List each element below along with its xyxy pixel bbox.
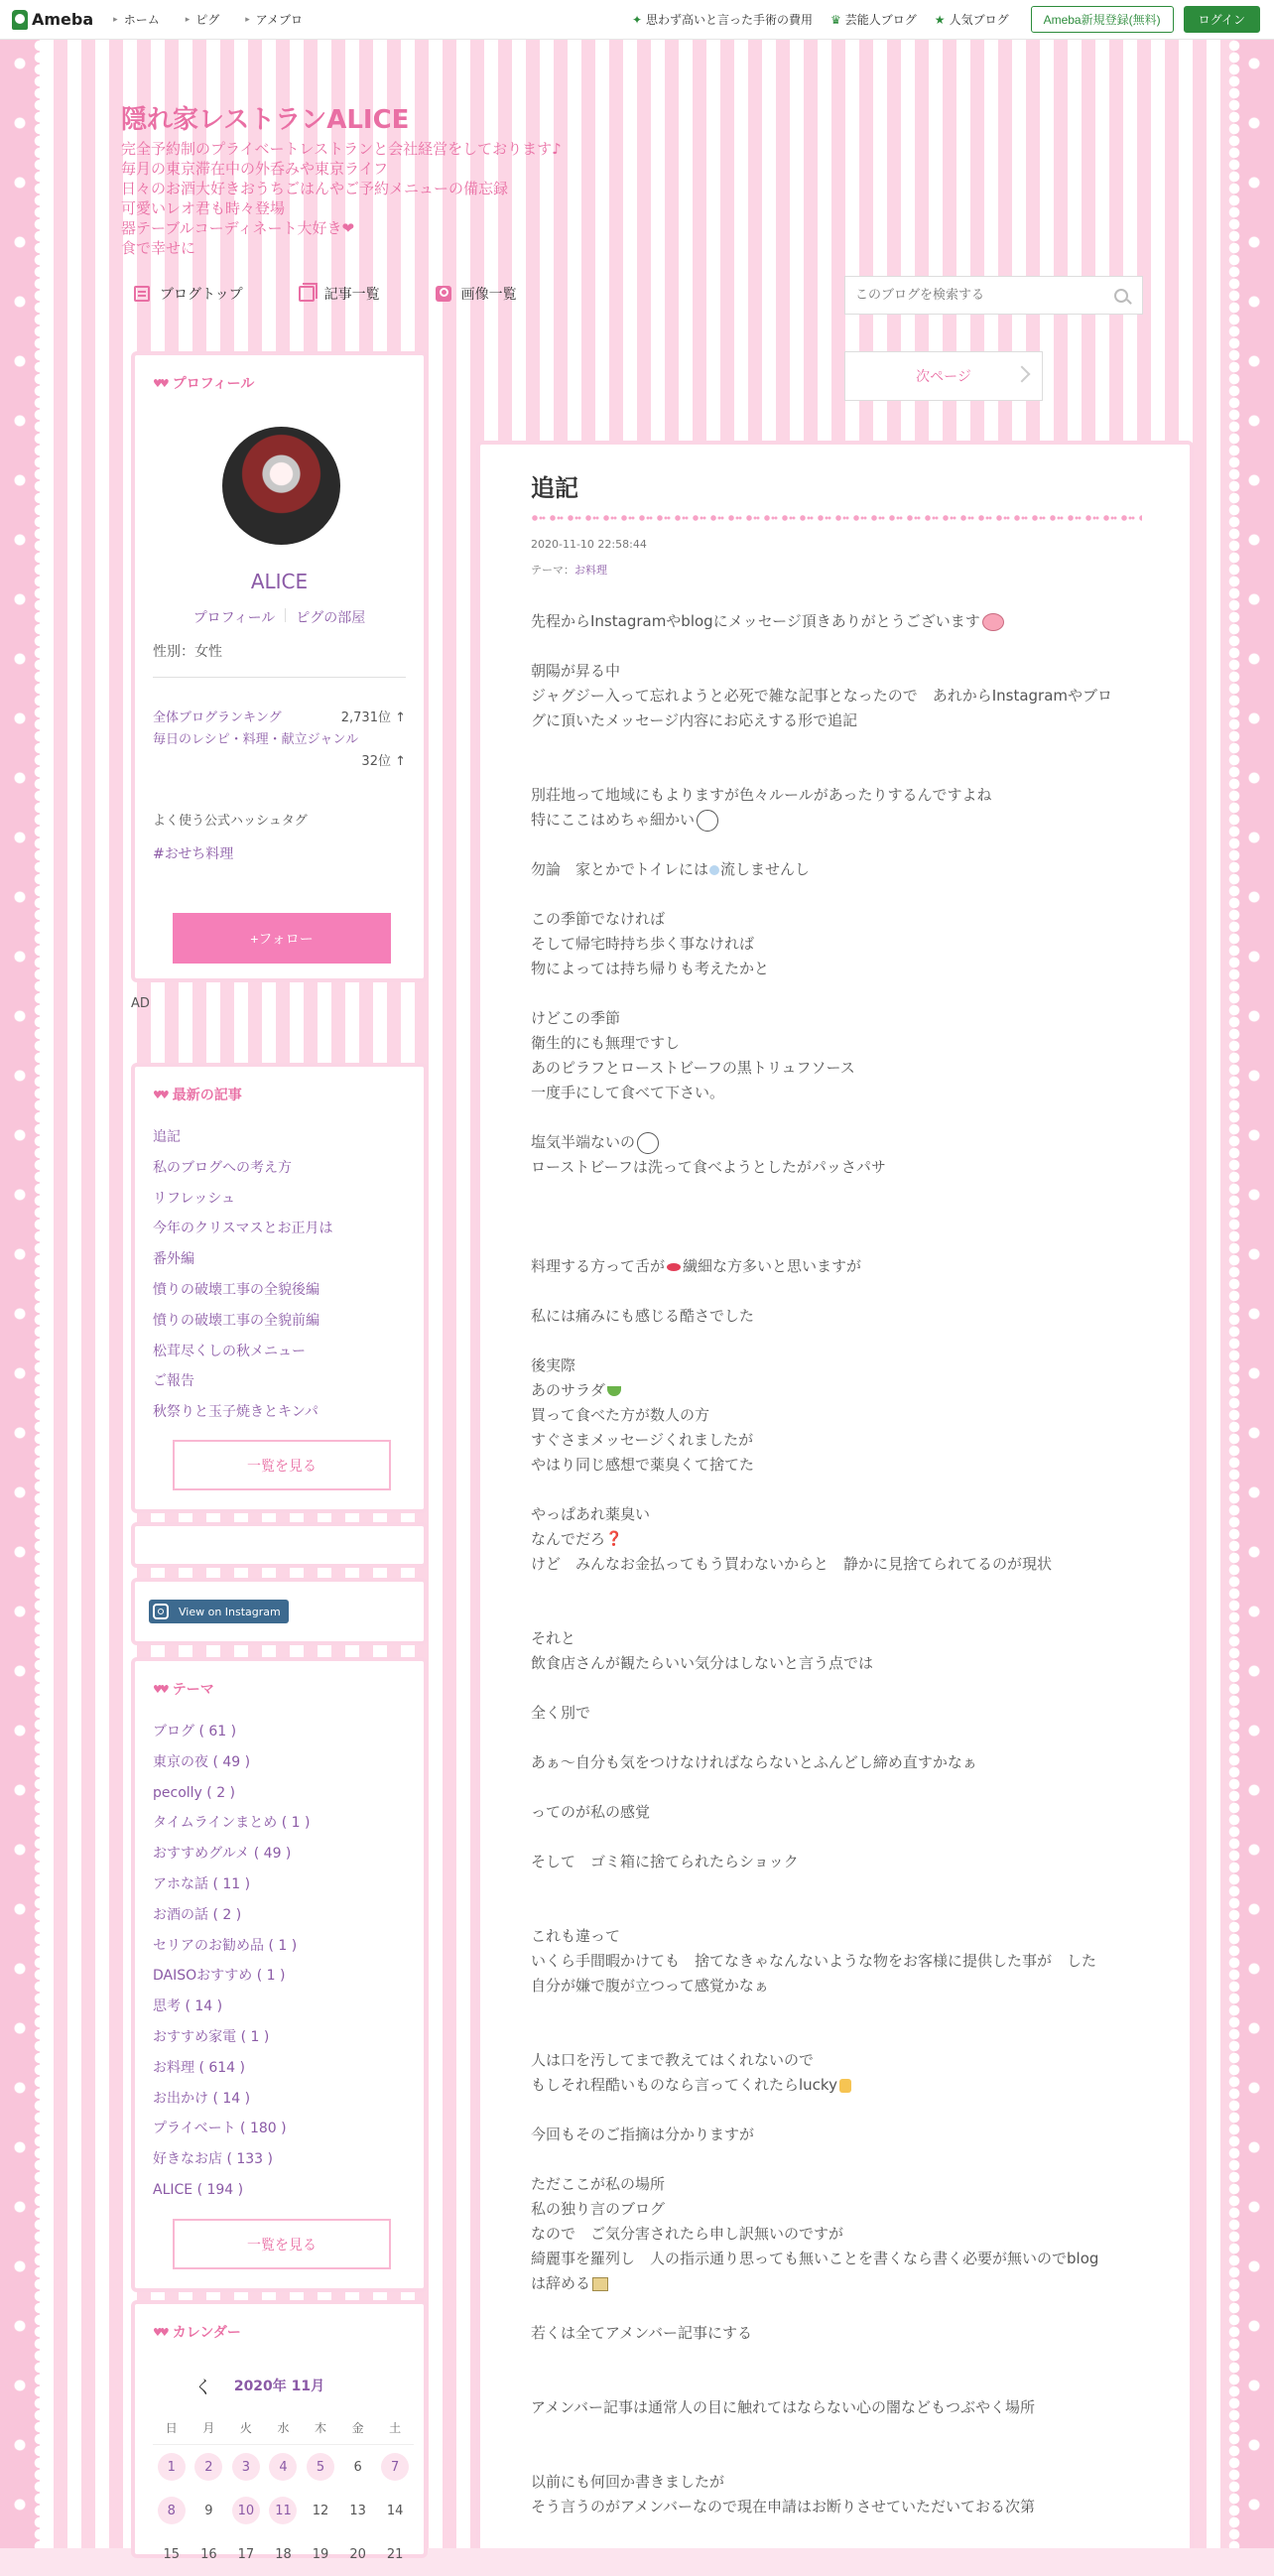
entry-line (531, 1403, 1156, 1428)
calendar-cell (153, 2497, 191, 2524)
entry-line (531, 609, 1156, 634)
calendar-cell (191, 2540, 228, 2568)
entry-line (531, 1974, 1156, 1998)
entry-line (531, 1378, 1156, 1403)
recent-entry-link[interactable]: 憤りの破壊工事の全貌前編 (153, 1312, 319, 1329)
recent-entries-list (153, 1128, 332, 1434)
theme-link[interactable]: お料理 ( 614 ) (153, 2059, 245, 2076)
weekday-label: 木 (315, 2421, 327, 2435)
chevron-right-icon (1014, 366, 1031, 383)
entry-line (531, 2098, 1156, 2123)
entry-line-text: グに頂いたメッセージ内容にお応えする形で追記 (531, 711, 858, 729)
next-page-button[interactable]: 次ページ (844, 351, 1043, 401)
entry-line-text: それと (531, 1629, 576, 1647)
ameba-header-links (614, 6, 1274, 33)
entry-line-text: なので ご気分害されたら申し訳無いのですが (531, 2225, 844, 2243)
entry-line-text: 今回もそのご指摘は分かりますが (531, 2125, 755, 2143)
ghost-face-icon (637, 1132, 659, 1154)
entry-line (531, 2296, 1156, 2321)
crown-icon: ♛ (830, 12, 841, 27)
ad-label: AD (131, 996, 150, 1011)
entry-line (531, 1081, 1156, 1105)
entry-line (531, 708, 1156, 733)
calendar-month: 2020年 11月 (233, 2379, 325, 2394)
calendar-cell (302, 2453, 339, 2481)
entry-line-text: 勿論 家とかでトイレには (531, 860, 708, 878)
recent-entry-link[interactable]: ご報告 (153, 1373, 194, 1390)
ameba-header-bar (0, 0, 1274, 40)
entry-line-text: そして帰宅時持ち歩く事なければ (531, 935, 755, 953)
avatar[interactable] (222, 427, 340, 545)
entry-line (531, 857, 1156, 882)
recent-entry-link[interactable]: リフレッシュ (153, 1190, 236, 1207)
calendar-cell (265, 2497, 303, 2524)
calendar-cell (227, 2540, 265, 2568)
entry-line (531, 1850, 1156, 1874)
entry-line (531, 659, 1156, 684)
hearts-icon: ♥♥ (153, 1088, 167, 1101)
calendar-cell (265, 2540, 303, 2568)
calendar-day-link[interactable]: 1 (158, 2453, 186, 2481)
entry-line-text: 若くは全てアメンバー記事にする (531, 2324, 753, 2342)
calendar-cell (302, 2540, 339, 2568)
profile-box (131, 351, 428, 982)
sparkle-icon: ✦ (631, 12, 642, 27)
entry-line (531, 1006, 1156, 1031)
salad-icon (607, 1386, 621, 1396)
ameba-nav (113, 11, 328, 28)
hashtag-link[interactable]: #おせち料理 (153, 846, 234, 862)
entry-line-text: 特にここはめちゃ細かい (531, 811, 696, 829)
login-button[interactable]: ログイン (1184, 6, 1260, 33)
calendar-day: 20 (349, 2546, 366, 2562)
recent-entry-link[interactable]: 憤りの破壊工事の全貌後編 (153, 1281, 319, 1298)
entry-line (531, 758, 1156, 783)
recent-entries-more-button[interactable]: 一覧を見る (173, 1440, 391, 1490)
entry-line (531, 1453, 1156, 1478)
calendar-day-link[interactable]: 11 (269, 2497, 297, 2524)
profile-links (135, 607, 424, 627)
theme-link[interactable]: アホな話 ( 11 ) (153, 1875, 251, 1892)
calendar-grid (153, 2411, 414, 2576)
recent-entry-link[interactable]: 秋祭りと玉子焼きとキンパ (153, 1404, 318, 1421)
entry-line (531, 783, 1156, 808)
entry-line (531, 2023, 1156, 2048)
entry-line-text: は辞める (531, 2274, 591, 2292)
entry-line-text: けど みんなお金払ってもう買わないからと 静かに見捨てられてるのが現状 (531, 1555, 1053, 1573)
entry-line (531, 1031, 1156, 1056)
calendar-day: 16 (200, 2546, 217, 2562)
entry-line (531, 1874, 1156, 1899)
blog-global-nav (134, 284, 573, 304)
entry-line (531, 2271, 1156, 2296)
weekday-label: 火 (239, 2421, 252, 2435)
entry-line-text: 私には痛みにも感じる酷さでした (531, 1307, 755, 1325)
entry-line (531, 957, 1156, 981)
entry-line (531, 882, 1156, 907)
image-list-link[interactable]: 画像一覧 (436, 284, 517, 304)
entry-line (531, 907, 1156, 932)
calendar-cell (153, 2540, 191, 2568)
lace-border-right (1228, 40, 1240, 2548)
entry-line-text: ジャグジー入って忘れようと必死で雑な記事となったので あれからInstagramやブロ (531, 687, 1113, 705)
entry-line-text: 買って食べた方が数人の方 (531, 1406, 710, 1424)
calendar-title: ♥♥ カレンダー (153, 2325, 241, 2341)
calendar-day: 21 (386, 2546, 404, 2562)
calendar-cell (191, 2453, 228, 2481)
instagram-icon (153, 1604, 169, 1619)
blog-description: 完全予約制のプライベートレストランと会社経営をしております♪ 毎月の東京滞在中の外呑みや東京ライフ 日々のお酒大好きおうちごはんやご予約メニューの備忘録 可愛いレオ君も時々登場 器テーブルコーディネート大好き❤ 食で幸せに (121, 140, 562, 257)
themes-more-button[interactable]: 一覧を見る (173, 2219, 391, 2269)
entry-line (531, 1651, 1156, 1676)
chevron-right-icon: ▸ (245, 14, 250, 25)
nav-home-link[interactable]: ▸ ホーム (113, 13, 160, 27)
entry-line-text: この季節でなければ (531, 910, 666, 928)
entry-line-text: 以前にも何回か書きましたが (531, 2473, 725, 2491)
entry-line-text: 衛生的にも無理ですし (531, 1034, 681, 1052)
hearts-divider (531, 512, 1142, 524)
entry-line (531, 1155, 1156, 1180)
profile-name[interactable]: ALICE (250, 570, 309, 593)
theme-link[interactable]: 東京の夜 ( 49 ) (153, 1753, 251, 1770)
entry-line-text: もしそれ程酷いものなら言ってくれたらlucky (531, 2076, 837, 2094)
entry-line (531, 1577, 1156, 1602)
calendar-day-link[interactable]: 2 (194, 2453, 222, 2481)
theme-link[interactable]: おすすめグルメ ( 49 ) (153, 1846, 292, 1863)
calendar-week (153, 2532, 414, 2576)
entry-line-text: やっぱあれ薬臭い (531, 1505, 651, 1523)
theme-link[interactable]: タイムラインまとめ ( 1 ) (153, 1815, 311, 1832)
weekday-label: 金 (351, 2421, 364, 2435)
calendar-day: 12 (312, 2503, 329, 2518)
entry-line (531, 1478, 1156, 1502)
entry-line (531, 2197, 1156, 2222)
calendar-day: 6 (353, 2459, 362, 2475)
entry-line (531, 2073, 1156, 2098)
profile-gender: 性別：女性 (153, 644, 222, 660)
entry-line (531, 1180, 1156, 1205)
chevron-right-icon: ▸ (185, 14, 191, 25)
entry-line (531, 981, 1156, 1006)
entry-line-text: 別荘地って地域にもよりますが色々ルールがあったりするんですよね (531, 786, 992, 804)
entry-line (531, 2247, 1156, 2271)
entry-line (531, 1552, 1156, 1577)
theme-link[interactable]: おすすめ家電 ( 1 ) (153, 2028, 270, 2045)
calendar-cell (376, 2540, 414, 2568)
weekday-label: 土 (389, 2421, 402, 2435)
instagram-box (131, 1578, 428, 1645)
entry-line (531, 1205, 1156, 1229)
entry-line (531, 2123, 1156, 2147)
entry-line (531, 1750, 1156, 1775)
lips-icon (667, 1263, 681, 1271)
star-icon: ★ (934, 12, 946, 27)
theme-link[interactable]: お酒の話 ( 2 ) (153, 1906, 242, 1923)
entry-line-text: アメンバー記事は通常人の目に触れてはならない心の闇などもつぶやく場所 (531, 2398, 1036, 2416)
theme-link[interactable]: お出かけ ( 14 ) (153, 2090, 251, 2107)
entry-article (476, 441, 1194, 2548)
entry-line (531, 2048, 1156, 2073)
calendar-day: 17 (237, 2546, 255, 2562)
theme-link[interactable]: 好きなお店 ( 133 ) (153, 2151, 273, 2168)
entry-line-text: 綺麗事を羅列し 人の指示通り思っても無いことを書くなら書く必要が無いのでblog (531, 2250, 1099, 2267)
entry-line (531, 733, 1156, 758)
entry-line (531, 2495, 1156, 2519)
calendar-day: 14 (386, 2503, 404, 2518)
overall-ranking-value: 2,731位 ↑ (340, 710, 406, 725)
calendar-cell (153, 2453, 191, 2481)
entry-line-text: あのサラダ (531, 1381, 605, 1399)
calendar-weeks (153, 2445, 414, 2576)
entry-line (531, 1949, 1156, 1974)
entry-line-text: 朝陽が昇る中 (531, 662, 621, 680)
calendar-cell (227, 2497, 265, 2524)
entry-line (531, 1800, 1156, 1825)
theme-link[interactable]: ALICE ( 194 ) (153, 2181, 244, 2198)
recent-entry-link[interactable]: 松茸尽くしの秋メニュー (153, 1343, 306, 1359)
theme-link[interactable]: pecolly ( 2 ) (153, 1784, 236, 1801)
entry-line-text: これも違って (531, 1927, 621, 1945)
memo-icon (592, 2277, 608, 2291)
divider (285, 608, 286, 622)
overall-ranking-link[interactable]: 全体ブログランキング (153, 710, 282, 725)
entry-line-text: やはり同じ感想で薬臭くて捨てた (531, 1456, 755, 1474)
entry-line-text: 後実際 (531, 1356, 576, 1374)
entry-theme-link[interactable]: お料理 (574, 564, 607, 577)
ameba-logo[interactable]: Ameba (12, 10, 93, 30)
entry-line (531, 1775, 1156, 1800)
calendar-cell (376, 2497, 414, 2524)
entry-line (531, 833, 1156, 857)
entry-line (531, 1899, 1156, 1924)
calendar-week (153, 2489, 414, 2532)
theme-link[interactable]: セリアのお勧め品 ( 1 ) (153, 1937, 298, 1954)
blog-search (844, 276, 1143, 315)
calendar-day-link[interactable]: 4 (269, 2453, 297, 2481)
entry-line (531, 2172, 1156, 2197)
entry-line (531, 684, 1156, 708)
theme-link[interactable]: プライベート ( 180 ) (153, 2121, 287, 2137)
entry-line-text: 先程からInstagramやblogにメッセージ頂きありがとうございます (531, 612, 980, 630)
pigg-room-link[interactable]: ピグの部屋 (296, 610, 366, 626)
entry-line-text: 繊細な方多いと思いますが (683, 1257, 862, 1275)
entry-line (531, 2147, 1156, 2172)
entry-line (531, 1056, 1156, 1081)
entry-line (531, 2445, 1156, 2470)
entry-line-text: 私の独り言のブログ (531, 2200, 666, 2218)
entry-line (531, 2222, 1156, 2247)
calendar-prev-button[interactable]: く (194, 2378, 212, 2398)
profile-box-title: ♥♥ プロフィール (153, 376, 255, 392)
recent-entry-link[interactable]: 今年のクリスマスとお正月は (153, 1221, 333, 1237)
calendar-day: 15 (163, 2546, 181, 2562)
celebrity-blog-link[interactable]: ♛ 芸能人ブログ (830, 12, 917, 27)
entry-line (531, 1353, 1156, 1378)
recent-entry-link[interactable]: 番外編 (153, 1251, 194, 1268)
entry-line (531, 1428, 1156, 1453)
entry-line (531, 1626, 1156, 1651)
overall-ranking (153, 707, 406, 725)
entry-line (531, 1676, 1156, 1701)
theme-link[interactable]: 思考 ( 14 ) (153, 1998, 223, 2015)
entry-line (531, 1726, 1156, 1750)
recent-entries-title: ♥♥ 最新の記事 (153, 1088, 242, 1103)
entry-line (531, 1304, 1156, 1329)
hearts-icon: ♥♥ (153, 2325, 167, 2339)
themes-box (131, 1657, 428, 2292)
hearts-icon: ♥♥ (153, 1682, 167, 1696)
entry-line (531, 1924, 1156, 1949)
calendar-day: 13 (349, 2503, 366, 2518)
entry-line (531, 1701, 1156, 1726)
search-icon[interactable] (1114, 289, 1128, 303)
calendar-day-link[interactable]: 7 (381, 2453, 409, 2481)
entry-line-text: 料理する方って舌が (531, 1257, 666, 1275)
entry-line-text: ただここが私の場所 (531, 2175, 666, 2193)
hearts-icon: ♥♥ (153, 376, 167, 390)
nav-ameblo-link[interactable]: ▸ アメブロ (245, 13, 304, 27)
calendar-day-link[interactable]: 3 (232, 2453, 260, 2481)
follow-button[interactable]: +フォロー (173, 913, 391, 964)
calendar-day: 9 (204, 2503, 213, 2518)
entry-line-text: そう言うのがアメンバーなので現在申請はお断りさせていただいておる次第 (531, 2498, 1036, 2515)
empty-widget (131, 1522, 428, 1568)
droplet-icon (709, 865, 719, 875)
calendar-cell (339, 2453, 377, 2481)
lace-border-left (34, 40, 46, 2548)
entry-line-text: 自分が嫌で腹が立つって感覚かなぁ (531, 1977, 769, 1995)
theme-link[interactable]: DAISOおすすめ ( 1 ) (153, 1968, 286, 1985)
entry-line (531, 2346, 1156, 2371)
weekday-label: 月 (202, 2421, 215, 2435)
entry-line-text: 全く別で (531, 1704, 591, 1722)
question-mark-icon: ❓ (605, 1531, 623, 1547)
blog-search-input[interactable] (855, 288, 1093, 303)
calendar-cell (191, 2497, 228, 2524)
entry-line-text: 一度手にして食べて下さい。 (531, 1084, 725, 1101)
calendar-day: 19 (312, 2546, 329, 2562)
calendar-cell (265, 2453, 303, 2481)
blog-title[interactable]: 隠れ家レストランALICE (121, 105, 410, 135)
background-hearts-right (1234, 40, 1274, 2548)
calendar-day-link[interactable]: 8 (158, 2497, 186, 2524)
document-icon (134, 286, 150, 302)
entry-line (531, 2470, 1156, 2495)
entry-line (531, 634, 1156, 659)
hashtag-heading: よく使う公式ハッシュタグ (153, 814, 308, 829)
copy-icon (299, 286, 315, 302)
recent-entry-link[interactable]: 私のブログへの考え方 (153, 1159, 292, 1176)
entry-line (531, 1527, 1156, 1552)
entry-line (531, 2420, 1156, 2445)
recent-entries-box (131, 1063, 428, 1513)
entry-line-text: 塩気半端ないの (531, 1133, 636, 1151)
entry-line-text: 流しませんし (719, 860, 810, 878)
genre-ranking-link[interactable]: 毎日のレシピ・料理・献立ジャンル (153, 732, 359, 747)
hand-icon (839, 2079, 851, 2093)
calendar-cell (227, 2453, 265, 2481)
trending-article-link[interactable]: ✦ 思わず高いと言った手術の費用 (631, 12, 814, 27)
entry-line-text: いくら手間暇かけても 捨てなきゃなんないような物をお客様に提供した事が した (531, 1952, 1097, 1970)
entry-line-text: あぁ〜自分も気をつけなければならないとふんどし締め直すかなぁ (531, 1753, 977, 1771)
view-on-instagram-button[interactable]: View on Instagram (149, 1600, 289, 1623)
entry-line (531, 2371, 1156, 2395)
blog-top-link[interactable]: ブログトップ (134, 284, 243, 304)
themes-list (153, 1723, 310, 2212)
entry-line (531, 1130, 1156, 1155)
entry-line (531, 1254, 1156, 1279)
entry-line (531, 1105, 1156, 1130)
entry-line (531, 1602, 1156, 1626)
calendar-day-link[interactable]: 10 (232, 2497, 260, 2524)
entry-list-link[interactable]: 記事一覧 (299, 284, 380, 304)
weekday-label: 水 (277, 2421, 290, 2435)
chevron-right-icon: ▸ (113, 14, 118, 25)
entry-line-text: そして ゴミ箱に捨てられたらショック (531, 1853, 799, 1870)
entry-line-text: ってのが私の感覚 (531, 1803, 651, 1821)
entry-line (531, 1502, 1156, 1527)
popular-blog-link[interactable]: ★ 人気ブログ (934, 12, 1009, 27)
profile-link[interactable]: プロフィール (192, 610, 276, 626)
entry-line-text: 物によっては持ち帰りも考えたかと (531, 960, 770, 977)
entry-theme: テーマ：お料理 (531, 564, 607, 577)
ghost-face-icon (697, 810, 718, 832)
entry-line (531, 808, 1156, 833)
pig-face-icon (982, 613, 1004, 631)
entry-line-text: 人は口を汚してまで教えてはくれないので (531, 2051, 815, 2069)
themes-title: ♥♥ テーマ (153, 1682, 214, 1698)
register-button[interactable]: Ameba新規登録(無料) (1031, 6, 1174, 33)
calendar-week (153, 2445, 414, 2489)
entry-line (531, 1229, 1156, 1254)
calendar-box (131, 2300, 428, 2562)
entry-line-text: すぐさまメッセージくれましたが (531, 1431, 754, 1449)
entry-line (531, 2321, 1156, 2346)
calendar-cell (376, 2453, 414, 2481)
entry-line-text: あのピラフとローストビーフの黒トリュフソース (531, 1059, 855, 1077)
entry-title[interactable]: 追記 (531, 474, 578, 502)
entry-line (531, 1998, 1156, 2023)
ameba-logo-icon (12, 10, 28, 30)
entry-line-text: 飲食店さんが観たらいい気分はしないと言う点では (531, 1654, 874, 1672)
entry-line-text: なんでだろ (531, 1530, 606, 1548)
calendar-day: 18 (275, 2546, 292, 2562)
theme-link[interactable]: ブログ ( 61 ) (153, 1724, 237, 1739)
genre-ranking-value: 32位 ↑ (361, 754, 406, 769)
entry-line (531, 932, 1156, 957)
calendar-day-link[interactable]: 5 (307, 2453, 334, 2481)
weekday-label: 日 (165, 2421, 178, 2435)
calendar-cell (302, 2497, 339, 2524)
entry-line (531, 1279, 1156, 1304)
calendar-cell (339, 2540, 377, 2568)
entry-line (531, 1329, 1156, 1353)
entry-line-text: ローストビーフは洗って食べようとしたがパッさパサ (531, 1158, 886, 1176)
calendar-cell (339, 2497, 377, 2524)
entry-line (531, 1825, 1156, 1850)
entry-line-text: けどこの季節 (531, 1009, 621, 1027)
divider (153, 677, 406, 678)
entry-line (531, 2395, 1156, 2420)
camera-icon (436, 286, 451, 302)
recent-entry-link[interactable]: 追記 (153, 1129, 181, 1145)
calendar-weekdays (153, 2411, 414, 2445)
nav-pigg-link[interactable]: ▸ ピグ (185, 13, 220, 27)
entry-body (531, 609, 1156, 2519)
entry-date: 2020-11-10 22:58:44 (531, 538, 647, 551)
